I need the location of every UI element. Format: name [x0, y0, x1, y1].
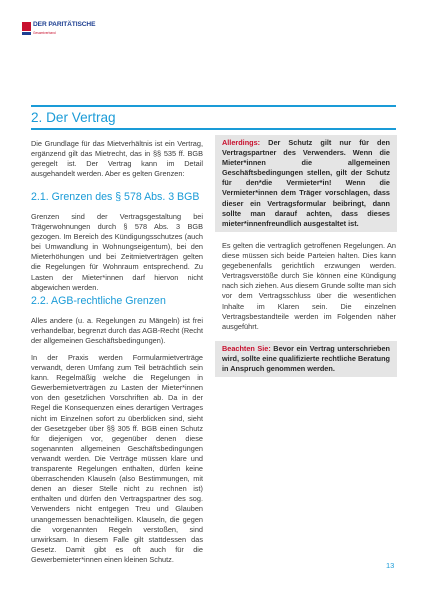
right-column-text: Es gelten die vertraglich getroffenen Regelungen. An diese müssen sich beide Parteien halten. Dies kann gegebenenfalls gerichtlich erzwungen werden. Vertragsverstöße durch Sie können eine Kündigung nach sich ziehen. Aus diesem Grunde sollte man sich vor dem Vertragsschluss über die wesentlichen Inhalte im Klaren sein. Die einzelnen Vertragsbestandteile werden im Folgenden näher ausgeführt. [222, 241, 396, 331]
section-top-rule [31, 105, 396, 107]
note-box-allerdings-text [222, 138, 390, 229]
subsection-title-2-2: 2.2. AGB-rechtliche Grenzen [31, 295, 166, 307]
section-bottom-rule [31, 128, 396, 130]
logo-subtitle: Gesamtverband [33, 31, 56, 35]
logo-bar [22, 32, 31, 35]
subsection-text-2-2b: In der Praxis werden Formularmietverträge verwandt, deren Umfang zum Teil beträchtlich sein kann. Regelmäßig welche die Regelungen in Gewerbemietverträgen zu Lasten der Mieter*innen von den gesetzlichen Vorschriften ab. Da in der Regel die Konsequenzen eines derartigen Vertrages nicht im Einzelnen sofort zu überblicken sind, sieht der Gesetzgeber über §§ 305 ff. BGB einen Schutz für diejenigen vor, gegenüber denen diese sogenannten allgemeinen Geschäftsbedingungen verwandt werden. Die Verträge müssen klare und transparente Regelungen enthalten, dürfen keine überraschenden Klauseln (also Bestimmungen, mit denen an dieser Stelle nicht zu rechnen ist) enthalten und dürfen den Vertragspartner des sog. Verwenders nicht entgegen Treu und Glauben unangemessen benachteiligen. Klauseln, die gegen die vorgenannten Regeln verstoßen, sind unwirksam. In diesem Falle gilt stattdessen das Gesetz. Damit gibt es oft auch für die Gewerbemieter*innen einen kleinen Schutz. [31, 353, 203, 564]
page-number: 13 [386, 561, 395, 570]
note-box-beachten-body: Bevor ein Vertrag unterschrieben wird, sollte eine qualifizierte rechtliche Beratung in Anspruch genommen werden. [222, 344, 390, 374]
note-box-allerdings-body: Der Schutz gilt nur für den Vertragspartner des Verwenders. Wenn die Mieter*innen die allgemeinen Geschäftsbedingungen stellen, gilt der Schutz für den*die Vermieter*in! Wenn die Vermieter*innen dem Träger vorschlagen, dass dieser ein Vertragsformular beibringt, dann sollte man darauf achten, dass dieses mieter*innenfreundlich ausgestaltet ist. [222, 138, 390, 228]
note-box-beachten-label: Beachten Sie: [222, 344, 271, 353]
section-intro: Die Grundlage für das Mietverhältnis ist ein Vertrag, ergänzend gilt das Mietrecht, das in §§ 535 ff. BGB geregelt ist. Der Vertrag kann im Detail ausgehandelt werden. Aber es gelten Grenzen: [31, 139, 203, 179]
logo [22, 22, 94, 38]
note-box-allerdings-label: Allerdings: [222, 138, 261, 147]
logo-name: DER PARITÄTISCHE [33, 21, 96, 28]
subsection-text-2-2a: Alles andere (u. a. Regelungen zu Mängeln) ist frei verhandelbar, begrenzt durch das AGB-Recht (Recht der allgemeinen Geschäftsbedingungen). [31, 316, 203, 346]
subsection-text-2-1: Grenzen sind der Vertragsgestaltung bei Trägerwohnungen durch § 578 Abs. 3 BGB gezogen. Im Bereich des Kündigungsschutzes (auch bei Umwandlung in Wohnungseigentum), bei den Mieterhöhungen und bei Zeitmietverträgen gelten die Regelungen für Wohnraum entsprechend. Zu Lasten der Mieter*innen darf hiervon nicht abgewichen werden. [31, 212, 203, 292]
logo-mark [22, 22, 31, 31]
note-box-beachten [215, 341, 397, 377]
subsection-title-2-1: 2.1. Grenzen des § 578 Abs. 3 BGB [31, 191, 200, 203]
note-box-beachten-text [222, 344, 390, 374]
note-box-allerdings [215, 135, 397, 232]
section-title: 2. Der Vertrag [31, 110, 116, 125]
